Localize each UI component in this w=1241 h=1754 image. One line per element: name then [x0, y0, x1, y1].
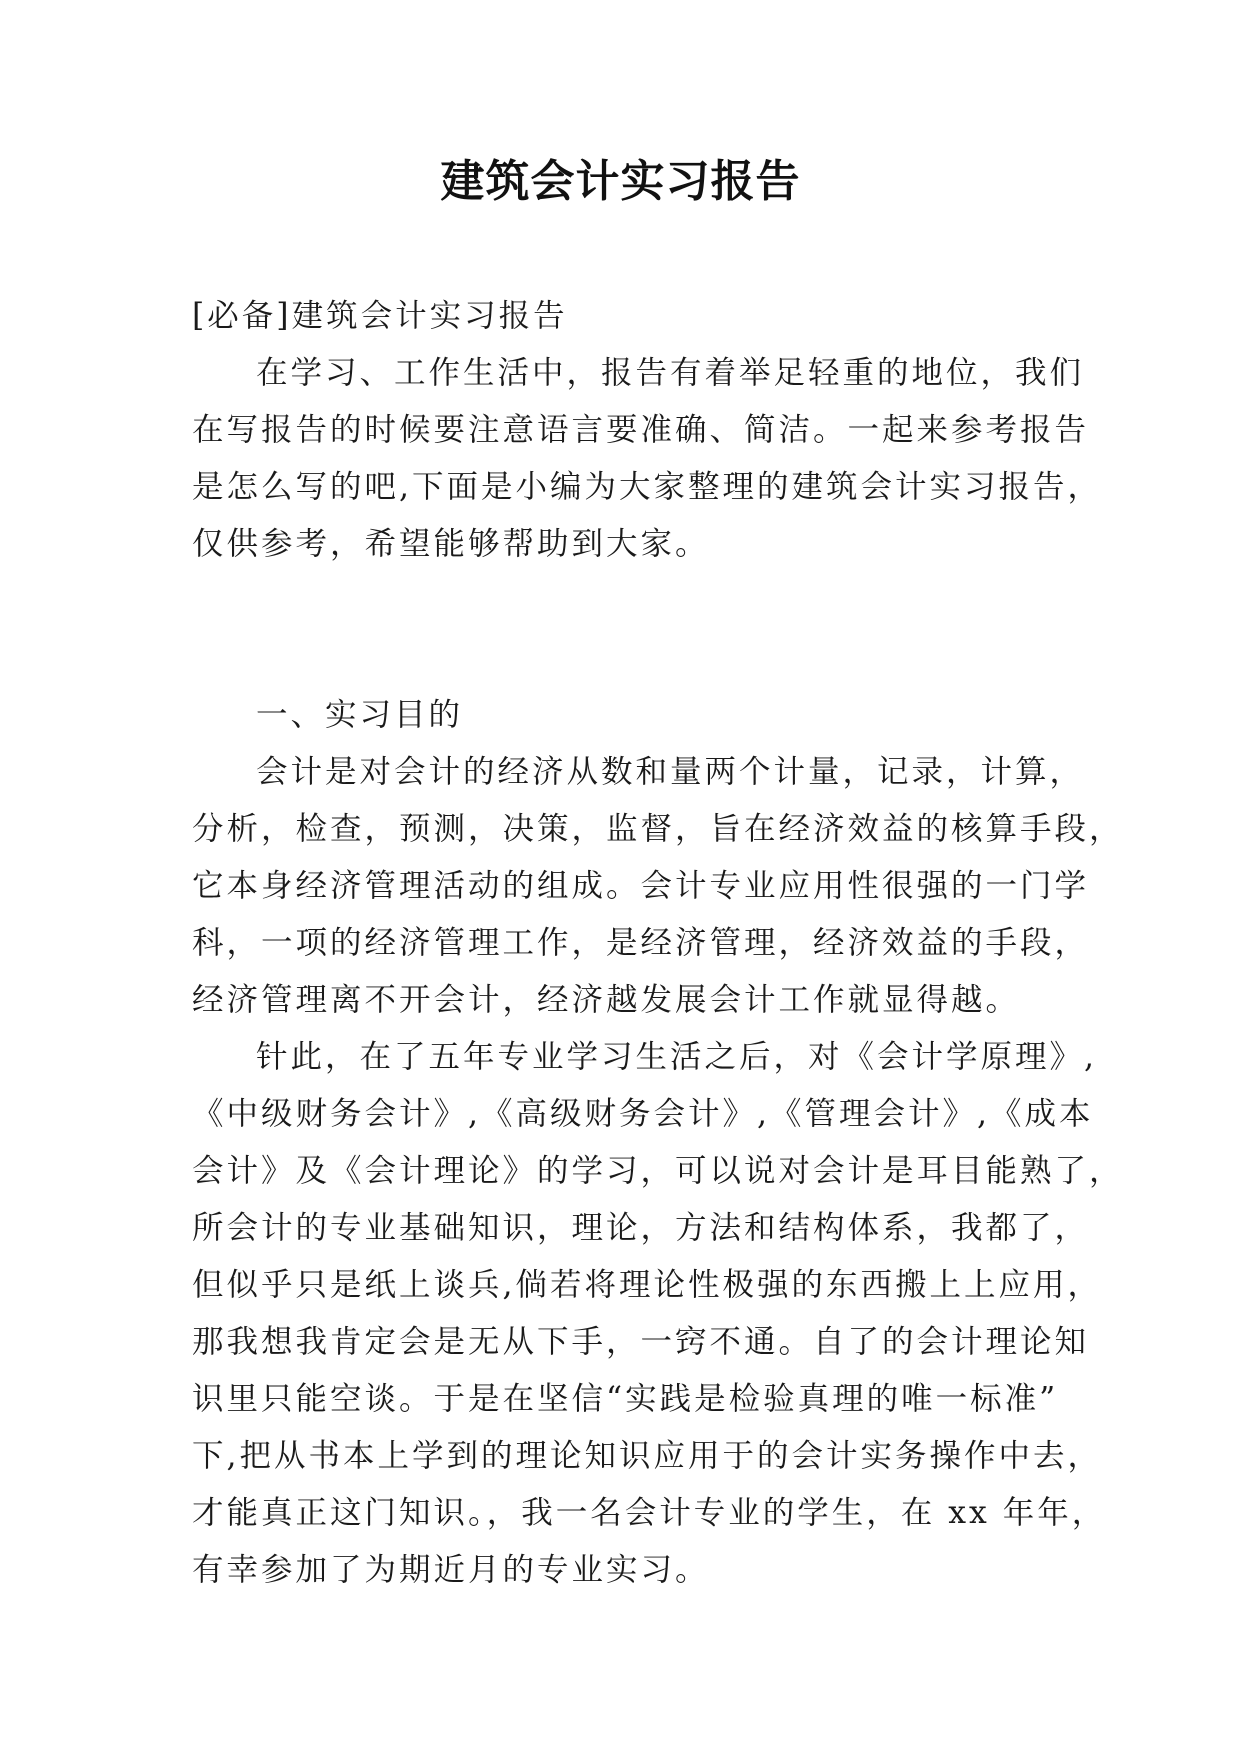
paragraph-line: 那我想我肯定会是无从下手，一窍不通。自了的会计理论知	[192, 1324, 1090, 1360]
document-body	[192, 288, 1124, 1599]
paragraph-line: 科，一项的经济管理工作，是经济管理，经济效益的手段，	[192, 925, 1090, 961]
paragraph-line: 但似乎只是纸上谈兵,倘若将理论性极强的东西搬上上应用，	[192, 1267, 1103, 1303]
paragraph-line: 下,把从书本上学到的理论知识应用于的会计实务操作中去，	[192, 1438, 1103, 1474]
paragraph-line: 有幸参加了为期近月的专业实习。	[192, 1552, 710, 1588]
paragraph-line: 针此，在了五年专业学习生活之后，对《会计学原理》,	[256, 1039, 1098, 1075]
paragraph-line: 它本身经济管理活动的组成。会计专业应用性很强的一门学	[192, 868, 1090, 904]
purpose-paragraph	[192, 744, 1124, 1029]
paragraph-line: 经济管理离不开会计，经济越发展会计工作就显得越。	[192, 982, 1021, 1018]
document-subtitle: [必备]建筑会计实习报告	[192, 298, 568, 334]
paragraph-line: 是怎么写的吧,下面是小编为大家整理的建筑会计实习报告，	[192, 469, 1103, 505]
paragraph-line: 会计》及《会计理论》的学习，可以说对会计是耳目能熟了，	[192, 1153, 1124, 1189]
paragraph-line: 识里只能空谈。于是在坚信“实践是检验真理的唯一标准”	[192, 1381, 1059, 1417]
paragraph-line: 《中级财务会计》,《高级财务会计》,《管理会计》,《成本	[192, 1096, 1094, 1132]
section-heading: 一、实习目的	[256, 697, 464, 733]
paragraph-line: 所会计的专业基础知识，理论，方法和结构体系，我都了，	[192, 1210, 1090, 1246]
paragraph-line: 才能真正这门知识。，我一名会计专业的学生，在 xx 年年，	[192, 1495, 1107, 1531]
document-title: 建筑会计实习报告	[440, 156, 801, 207]
paragraph-line: 会计是对会计的经济从数和量两个计量，记录，计算，	[256, 754, 1085, 790]
blank-space	[192, 573, 1064, 687]
paragraph-line: 在学习、工作生活中，报告有着举足轻重的地位，我们	[256, 355, 1085, 391]
paragraph-line: 分析，检查，预测，决策，监督，旨在经济效益的核算手段，	[192, 811, 1124, 847]
intro-paragraph	[192, 345, 1103, 573]
study-paragraph	[192, 1029, 1124, 1599]
paragraph-line: 仅供参考，希望能够帮助到大家。	[192, 526, 710, 562]
paragraph-line: 在写报告的时候要注意语言要准确、简洁。一起来参考报告	[192, 412, 1090, 448]
